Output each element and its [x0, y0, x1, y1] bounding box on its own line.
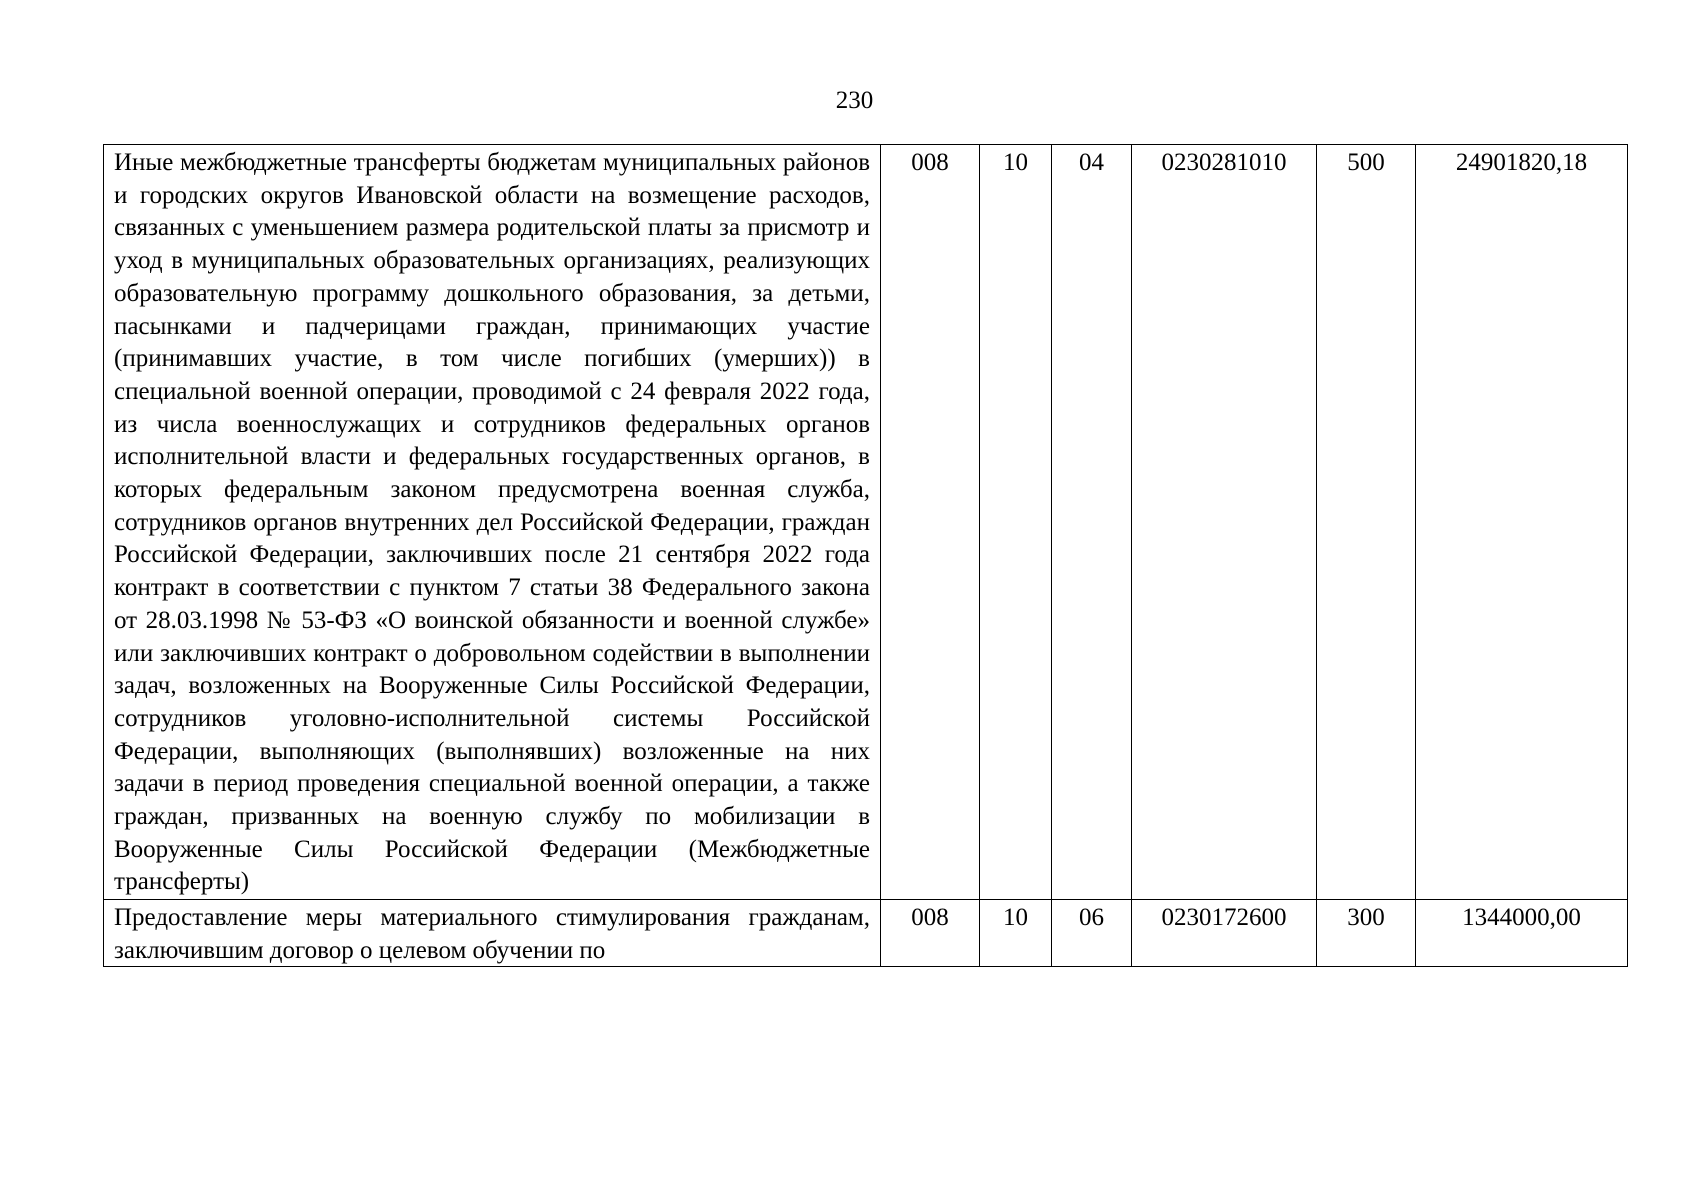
- row-description-cell: [104, 900, 881, 967]
- row-subsection-code: 06: [1052, 900, 1132, 967]
- budget-table: [103, 144, 1628, 967]
- row-ministry-code: 008: [881, 900, 980, 967]
- page-number: 230: [835, 87, 874, 114]
- row-expense-type: 300: [1317, 900, 1416, 967]
- row-amount: 24901820,18: [1416, 145, 1628, 900]
- row-target-article: 0230172600: [1132, 900, 1317, 967]
- row-ministry-code: 008: [881, 145, 980, 900]
- row-section-code: 10: [980, 900, 1052, 967]
- row-description: Иные межбюджетные трансферты бюджетам муниципальных районов и городских округов Ивановской области на возмещение расходов, связанных с уменьшением размера родительской платы за присмотр и уход в муниципальных образовательных организациях, реализующих образовательную программу дошкольного образования, за детьми, пасынками и падчерицами граждан, принимающих участие (принимавших участие, в том числе погибших (умерших)) в специальной военной операции, проводимой с 24 февраля 2022 года, из числа военнослужащих и сотрудников федеральных органов исполнительной власти и федеральных государственных органов, в которых федеральным законом предусмотрена военная служба, сотрудников органов внутренних дел Российской Федерации, граждан Российской Федерации, заключивших после 21 сентября 2022 года контракт в соответствии с пунктом 7 статьи 38 Федерального закона от 28.03.1998 № 53-ФЗ «О воинской обязанности и военной службе» или заключивших контракт о добровольном содействии в выполнении задач, возложенных на Вооруженные Силы Российской Федерации, сотрудников уголовно-исполнительной системы Российской Федерации, выполняющих (выполнявших) возложенные на них задачи в период проведения специальной военной операции, а также граждан, призванных на военную службу по мобилизации в Вооруженные Силы Российской Федерации (Межбюджетные трансферты): [104, 145, 881, 900]
- table-row: [104, 900, 1628, 967]
- row-description: Предоставление меры материального стимулирования гражданам, заключившим договор о целевом обучении по: [114, 904, 870, 964]
- table-row: [104, 145, 1628, 900]
- row-subsection-code: 04: [1052, 145, 1132, 900]
- row-amount: 1344000,00: [1416, 900, 1628, 967]
- row-expense-type: 500: [1317, 145, 1416, 900]
- row-section-code: 10: [980, 145, 1052, 900]
- row-target-article: 0230281010: [1132, 145, 1317, 900]
